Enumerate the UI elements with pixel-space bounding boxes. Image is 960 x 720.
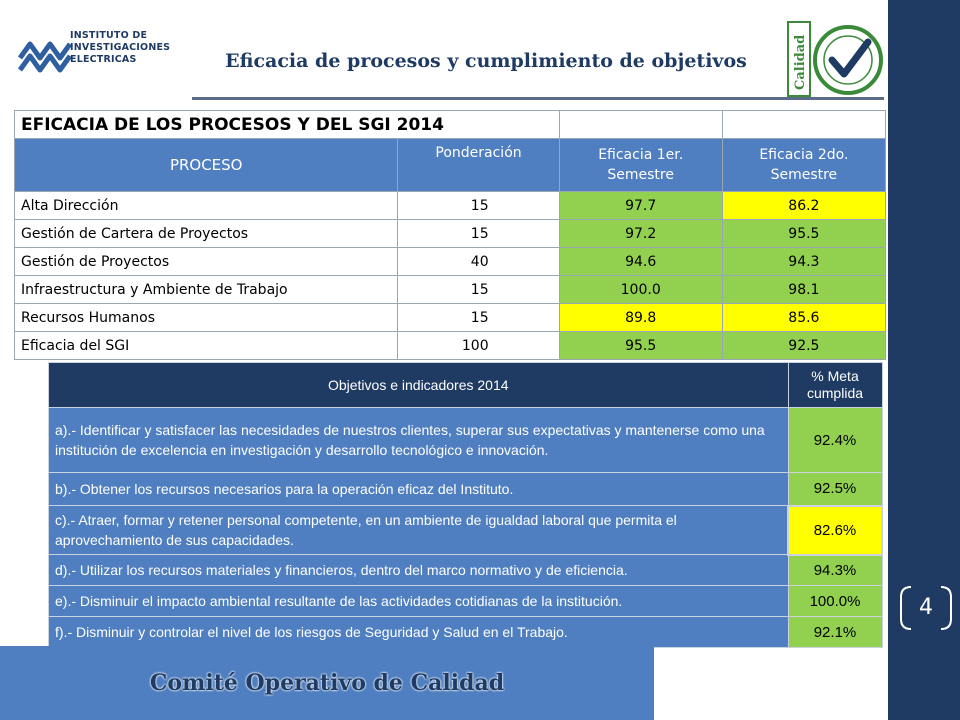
efficacy-semester-1: 97.2 [559, 220, 722, 248]
header-divider [192, 97, 884, 100]
process-efficacy-table [14, 110, 886, 360]
objective-text: b).- Obtener los recursos necesarios para la operación eficaz del Instituto. [49, 473, 789, 506]
objective-meta: 92.5% [788, 473, 882, 506]
objective-text: f).- Disminuir y controlar el nivel de los riesgos de Seguridad y Salud en el Trabajo. [49, 617, 789, 648]
objectives-header: Objetivos e indicadores 2014 [49, 363, 789, 408]
iie-logo-icon [16, 24, 76, 84]
process-weight: 15 [398, 304, 559, 332]
process-weight: 100 [398, 332, 559, 360]
table-row [49, 408, 883, 473]
efficacy-semester-2: 85.6 [722, 304, 885, 332]
table-row [15, 332, 886, 360]
efficacy-semester-2: 86.2 [722, 192, 885, 220]
meta-header: % Meta cumplida [788, 363, 882, 408]
efficacy-semester-1: 100.0 [559, 276, 722, 304]
efficacy-semester-1: 97.7 [559, 192, 722, 220]
efficacy-semester-1: 94.6 [559, 248, 722, 276]
table-row [15, 248, 886, 276]
table-row [15, 276, 886, 304]
page-title: Eficacia de procesos y cumplimiento de objetivos [225, 50, 747, 72]
objective-meta: 100.0% [788, 586, 882, 617]
column-header-semestre-1: Eficacia 1er. Semestre [559, 139, 722, 192]
institute-logo-text: INSTITUTO DE INVESTIGACIONES ELECTRICAS [70, 30, 171, 65]
process-name: Alta Dirección [15, 192, 398, 220]
objective-meta: 92.1% [788, 617, 882, 648]
objectives-table [48, 362, 883, 648]
process-name: Gestión de Cartera de Proyectos [15, 220, 398, 248]
table-row [49, 473, 883, 506]
table-row [49, 555, 883, 586]
process-name: Infraestructura y Ambiente de Trabajo [15, 276, 398, 304]
objective-text: d).- Utilizar los recursos materiales y financieros, dentro del marco normativo y de eficiencia. [49, 555, 789, 586]
page-number: 4 [919, 595, 933, 620]
table-row [49, 617, 883, 648]
process-weight: 40 [398, 248, 559, 276]
column-header-ponderacion: Ponderación [398, 139, 559, 192]
footer-title: Comité Operativo de Calidad [149, 670, 505, 696]
objective-text: e).- Disminuir el impacto ambiental resultante de las actividades cotidianas de la institución. [49, 586, 789, 617]
objective-meta: 92.4% [788, 408, 882, 473]
table-row [49, 506, 883, 555]
process-weight: 15 [398, 276, 559, 304]
iso-certification-logo [786, 20, 884, 98]
objective-meta: 82.6% [788, 506, 882, 555]
table-row [49, 586, 883, 617]
efficacy-semester-2: 92.5 [722, 332, 885, 360]
process-weight: 15 [398, 192, 559, 220]
efficacy-semester-1: 89.8 [559, 304, 722, 332]
process-name: Gestión de Proyectos [15, 248, 398, 276]
efficacy-semester-2: 94.3 [722, 248, 885, 276]
svg-text:Calidad: Calidad [793, 34, 808, 90]
process-weight: 15 [398, 220, 559, 248]
empty-cell [559, 111, 722, 139]
process-name: Eficacia del SGI [15, 332, 398, 360]
column-header-proceso: PROCESO [15, 139, 398, 192]
column-header-semestre-2: Eficacia 2do. Semestre [722, 139, 885, 192]
objective-text: c).- Atraer, formar y retener personal competente, en un ambiente de igualdad laboral que permita el aprovechamiento de sus capacidades. [49, 506, 789, 555]
efficacy-semester-2: 95.5 [722, 220, 885, 248]
process-table-title: EFICACIA DE LOS PROCESOS Y DEL SGI 2014 [15, 111, 560, 139]
efficacy-semester-2: 98.1 [722, 276, 885, 304]
table-row [15, 192, 886, 220]
objective-text: a).- Identificar y satisfacer las necesidades de nuestros clientes, superar sus expectativas y mantenerse como una institución de excelencia en investigación y desarrollo tecnológico e innovación. [49, 408, 789, 473]
efficacy-semester-1: 95.5 [559, 332, 722, 360]
table-row [15, 304, 886, 332]
objective-meta: 94.3% [788, 555, 882, 586]
table-row [15, 220, 886, 248]
process-name: Recursos Humanos [15, 304, 398, 332]
empty-cell [722, 111, 885, 139]
